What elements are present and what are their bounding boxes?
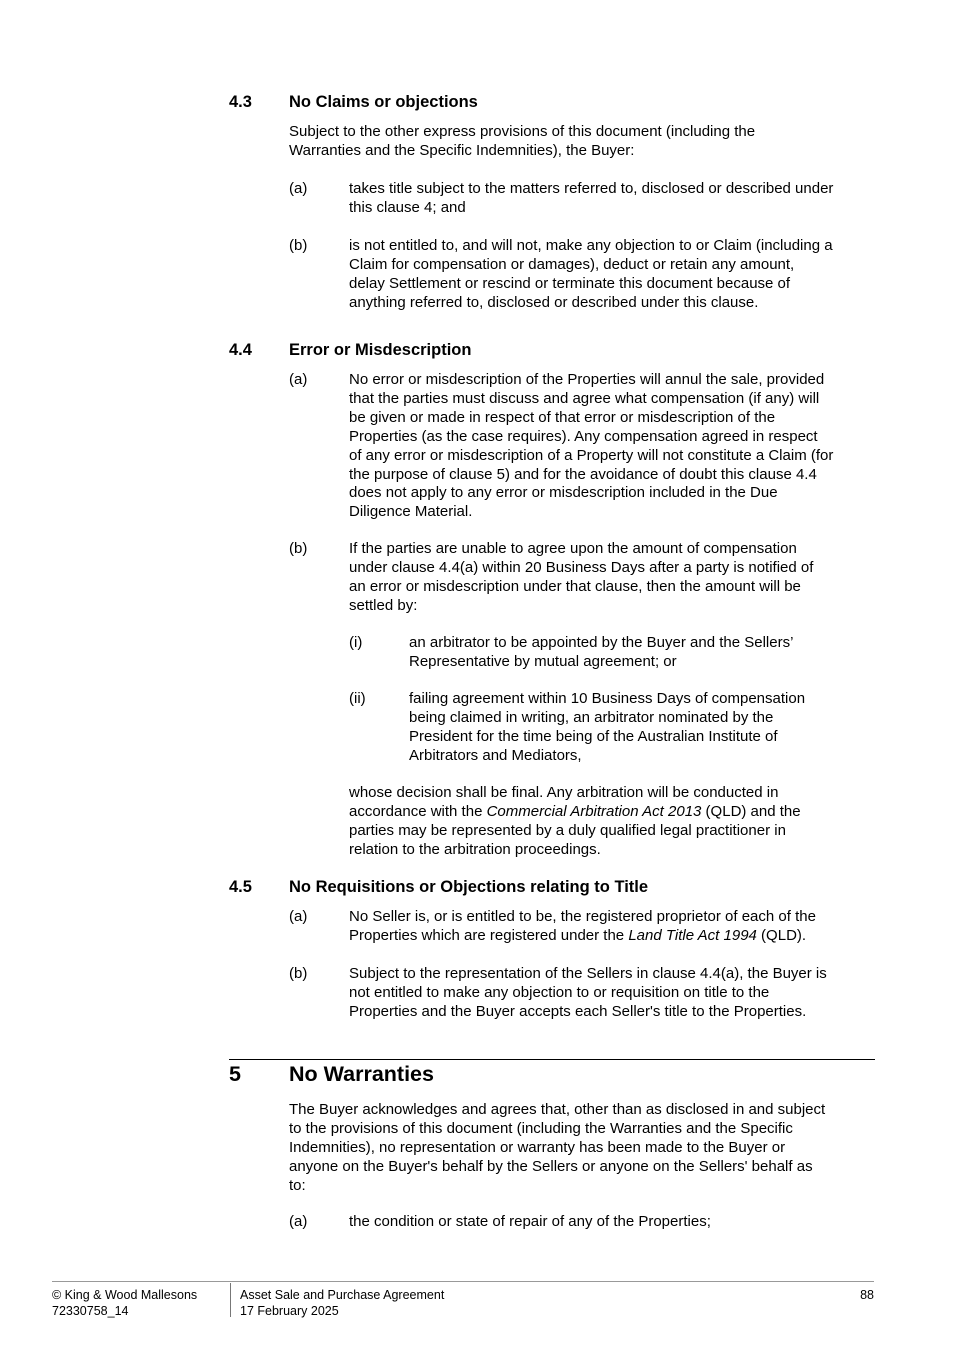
- list-label: (b): [289, 237, 308, 254]
- list-label: (ii): [349, 690, 366, 707]
- list-label: (b): [289, 540, 308, 557]
- page-number: 88: [860, 1288, 874, 1302]
- clause-4-4-tail-text: whose decision shall be final. Any arbitration will be conducted in accordance with the Commercial Arbitration Act 2013 (QLD) and the parties may be represented by a duly qualified legal practitioner in relation to the arbitration proceedings.: [349, 784, 801, 858]
- list-label: (i): [349, 634, 363, 651]
- footer-separator: [230, 1283, 231, 1317]
- clause-4-5-a-text: No Seller is, or is entitled to be, the registered proprietor of each of the Properties which are registered under the Land Title Act 1994 (QLD).: [349, 908, 816, 944]
- footer-firm-block: [52, 1288, 197, 1319]
- footer-doc-title: Asset Sale and Purchase Agreement: [240, 1288, 445, 1302]
- clause-4-5-b-text: Subject to the representation of the Sellers in clause 4.4(a), the Buyer is not entitled to make any objection to or requisition on title to the Properties and the Buyer accepts each Seller's title to the Properties.: [349, 965, 827, 1020]
- footer-doc-block: [240, 1288, 444, 1319]
- act-name: Commercial Arbitration Act 2013: [486, 802, 702, 820]
- clause-4-3-heading: No Claims or objections: [289, 93, 478, 111]
- section-5-heading: No Warranties: [289, 1062, 434, 1086]
- clause-4-3-number: 4.3: [229, 93, 252, 111]
- list-label: (b): [289, 965, 308, 982]
- clause-4-3-a-text: takes title subject to the matters referred to, disclosed or described under this clause 4; and: [349, 180, 834, 216]
- clause-4-5-number: 4.5: [229, 878, 252, 896]
- list-label: (a): [289, 180, 308, 197]
- clause-4-4-heading: Error or Misdescription: [289, 341, 472, 359]
- footer-date: 17 February 2025: [240, 1303, 339, 1318]
- clause-4-3-intro: Subject to the other express provisions of this document (including the Warranties and the Specific Indemnities), the Buyer:: [289, 123, 756, 159]
- footer-doc-id: 72330758_14: [52, 1303, 129, 1318]
- clause-4-4-number: 4.4: [229, 341, 252, 359]
- clause-4-4-a-text: No error or misdescription of the Properties will annul the sale, provided that the parties must discuss and agree what compensation (if any) will be given or made in respect of that error or misdescription of the Properties (as the case requires). Any compensation agreed in respect of any error or misdescription of a Property will not constitute a Claim (for the purpose of clause 5) and for the avoidance of doubt this clause 4.4 does not apply to any error or misdescription included in the Due Diligence Material.: [349, 371, 834, 521]
- act-name: Land Title Act 1994: [628, 926, 757, 944]
- list-label: (a): [289, 371, 308, 388]
- clause-4-4-b-i-text: an arbitrator to be appointed by the Buyer and the Sellers’ Representative by mutual agreement; or: [409, 634, 794, 670]
- section-5-number: 5: [229, 1062, 241, 1086]
- footer-rule: [52, 1281, 874, 1282]
- clause-4-4-b-ii-text: failing agreement within 10 Business Days of compensation being claimed in writing, an arbitrator nominated by the President for the time being of the Australian Institute of Arbitrators and Mediators,: [409, 690, 806, 764]
- section-5-intro: The Buyer acknowledges and agrees that, other than as disclosed in and subject to the provisions of this document (including the Warranties and the Specific Indemnities), no representation or warranty has been made to the Buyer or anyone on the Buyer's behalf by the Sellers or anyone on the Sellers' behalf as to:: [289, 1101, 826, 1194]
- list-label: (a): [289, 908, 308, 925]
- footer-firm: © King & Wood Mallesons: [52, 1288, 198, 1302]
- clause-4-3-b-text: is not entitled to, and will not, make any objection to or Claim (including a Claim for compensation or damages), deduct or retain any amount, delay Settlement or rescind or terminate this document because of anything referred to, disclosed or described under this clause.: [349, 237, 833, 311]
- clause-4-4-b-text: If the parties are unable to agree upon the amount of compensation under clause 4.4(a) within 20 Business Days after a party is notified of an error or misdescription under that clause, then the amount will be settled by:: [349, 540, 814, 614]
- section-5-a-text: the condition or state of repair of any of the Properties;: [349, 1213, 711, 1230]
- list-label: (a): [289, 1213, 308, 1230]
- clause-4-5-heading: No Requisitions or Objections relating to Title: [289, 878, 649, 896]
- section-divider: [229, 1059, 875, 1060]
